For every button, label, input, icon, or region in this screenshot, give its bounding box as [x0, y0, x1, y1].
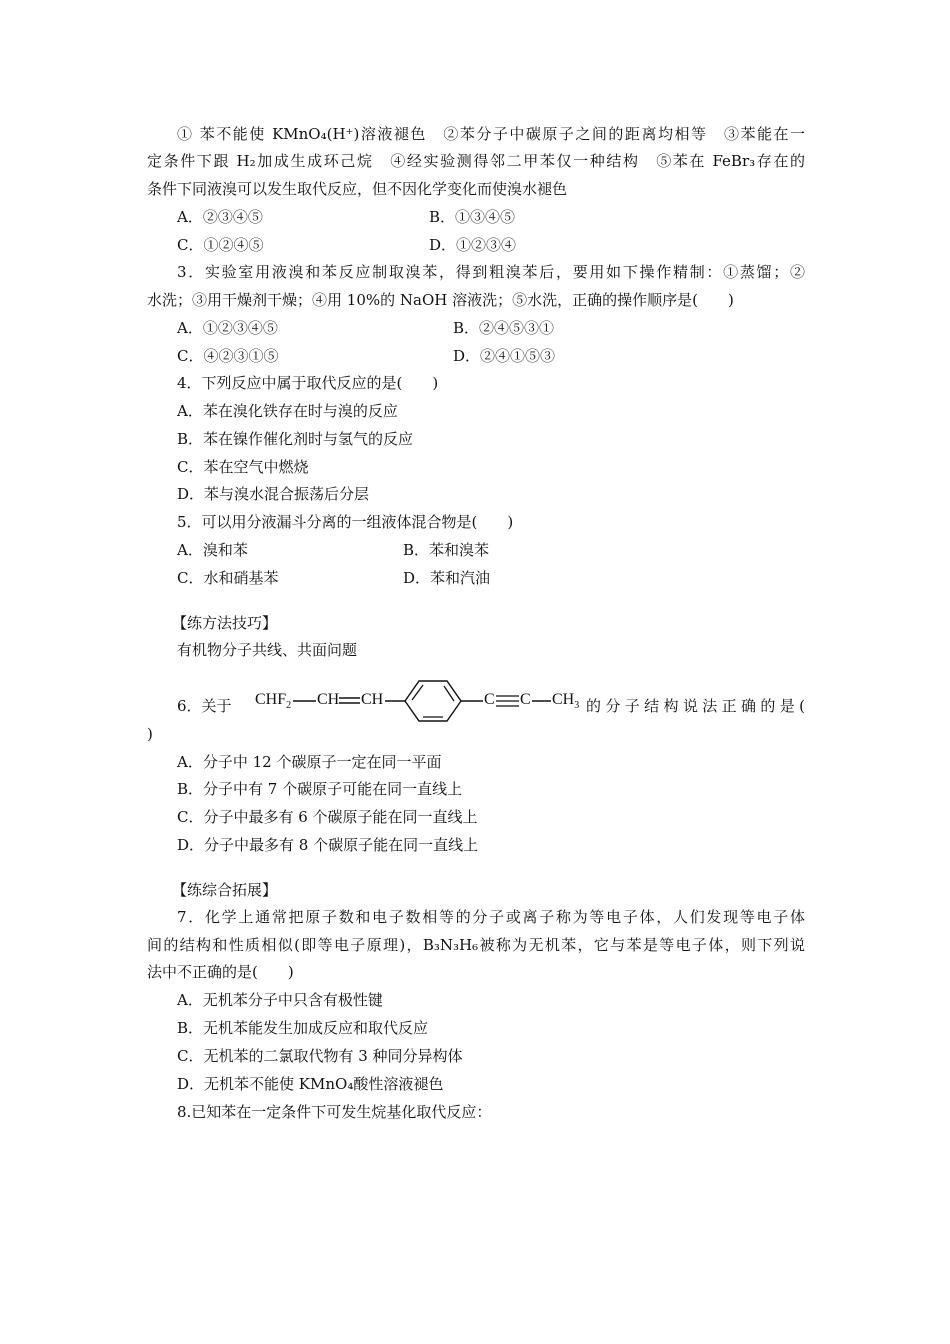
- q7-option-b: B．无机苯能发生加成反应和取代反应: [177, 1019, 429, 1037]
- q5-option-a: A．溴和苯: [177, 541, 248, 559]
- q4-stem: 4．下列反应中属于取代反应的是( ): [177, 374, 439, 392]
- ring-double-1: [412, 685, 423, 700]
- q2-option-c: C．①②④⑤: [177, 236, 264, 254]
- atom-ch-1: CH: [317, 691, 340, 708]
- q6-option-a: A．分子中 12 个碳原子一定在同一平面: [177, 753, 442, 771]
- section-method-subtitle: 有机物分子共线、共面问题: [177, 641, 358, 659]
- q2-option-d: D．①②③④: [429, 236, 517, 254]
- q5-option-d: D．苯和汽油: [403, 569, 491, 587]
- q7-option-d: D．无机苯不能使 KMnO₄酸性溶液褪色: [177, 1075, 444, 1093]
- atom-c-1: C: [484, 691, 495, 708]
- q5-stem: 5．可以用分液漏斗分离的一组液体混合物是( ): [177, 513, 514, 531]
- q2-stem-line-1: ① 苯不能使 KMnO₄(H⁺)溶液褪色 ②苯分子中碳原子之间的距离均相等 ③苯能在一: [177, 125, 805, 143]
- q7-stem-line-1: 7．化学上通常把原子数和电子数相等的分子或离子称为等电子体，人们发现等电子体: [177, 908, 805, 926]
- q2-stem-line-2: 定条件下跟 H₂加成生成环己烷 ④经实验测得邻二甲苯仅一种结构 ⑤苯在 FeBr₃存在的: [147, 152, 805, 170]
- atom-ch3: $CH_3$: [552, 691, 580, 712]
- q3-option-b: B．②④⑤③①: [453, 319, 555, 337]
- q8-stem: 8.已知苯在一定条件下可发生烷基化取代反应：: [177, 1103, 492, 1121]
- q6-option-d: D．分子中最多有 8 个碳原子能在同一直线上: [177, 836, 479, 854]
- q3-option-c: C．④②③①⑤: [177, 347, 279, 365]
- q3-stem-line-1: 3．实验室用液溴和苯反应制取溴苯，得到粗溴苯后，要用如下操作精制：①蒸馏；②: [177, 263, 805, 281]
- q7-option-c: C．无机苯的二氯取代物有 3 种同分异构体: [177, 1047, 463, 1065]
- q6-option-b: B．分子中有 7 个碳原子可能在同一直线上: [177, 780, 463, 798]
- molecule-bonds-diagram: [255, 677, 585, 733]
- q6-option-c: C．分子中最多有 6 个碳原子能在同一直线上: [177, 808, 478, 826]
- q7-stem-line-2: 间的结构和性质相似(即等电子原理)，B₃N₃H₆被称为无机苯，它与苯是等电子体，则下列说: [147, 936, 805, 954]
- atom-ch-2: CH: [361, 691, 384, 708]
- q4-option-d: D．苯与溴水混合振荡后分层: [177, 485, 370, 503]
- q6-close-paren: ): [147, 725, 153, 743]
- atom-c-2: C: [520, 691, 531, 708]
- q4-option-c: C．苯在空气中燃烧: [177, 458, 309, 476]
- q4-option-b: B．苯在镍作催化剂时与氢气的反应: [177, 430, 414, 448]
- q3-option-d: D．②④①⑤③: [453, 347, 556, 365]
- q7-stem-line-3: 法中不正确的是( ): [147, 963, 294, 981]
- q5-option-c: C．水和硝基苯: [177, 569, 279, 587]
- section-method-title: 【练方法技巧】: [172, 614, 278, 632]
- q7-option-a: A．无机苯分子中只含有极性键: [177, 991, 383, 1009]
- q2-option-b: B．①③④⑤: [429, 208, 516, 226]
- q3-stem-line-2: 水洗；③用干燥剂干燥；④用 10%的 NaOH 溶液洗；⑤水洗，正确的操作顺序是( ): [147, 291, 734, 309]
- q6-suffix: 的分子结构说法正确的是(: [586, 697, 805, 715]
- molecule-structure: [255, 677, 585, 733]
- section-comprehensive-title: 【练综合拓展】: [172, 881, 278, 899]
- q3-option-a: A．①②③④⑤: [177, 319, 278, 337]
- q5-option-b: B．苯和溴苯: [403, 541, 490, 559]
- atom-chf2: $CHF_2$: [255, 691, 292, 712]
- q6-prefix: 6．关于: [177, 697, 232, 715]
- q2-stem-line-3: 条件下同液溴可以发生取代反应，但不因化学变化而使溴水褪色: [147, 180, 568, 198]
- q4-option-a: A．苯在溴化铁存在时与溴的反应: [177, 402, 398, 420]
- q2-option-a: A．②③④⑤: [177, 208, 263, 226]
- benzene-ring: [405, 681, 461, 721]
